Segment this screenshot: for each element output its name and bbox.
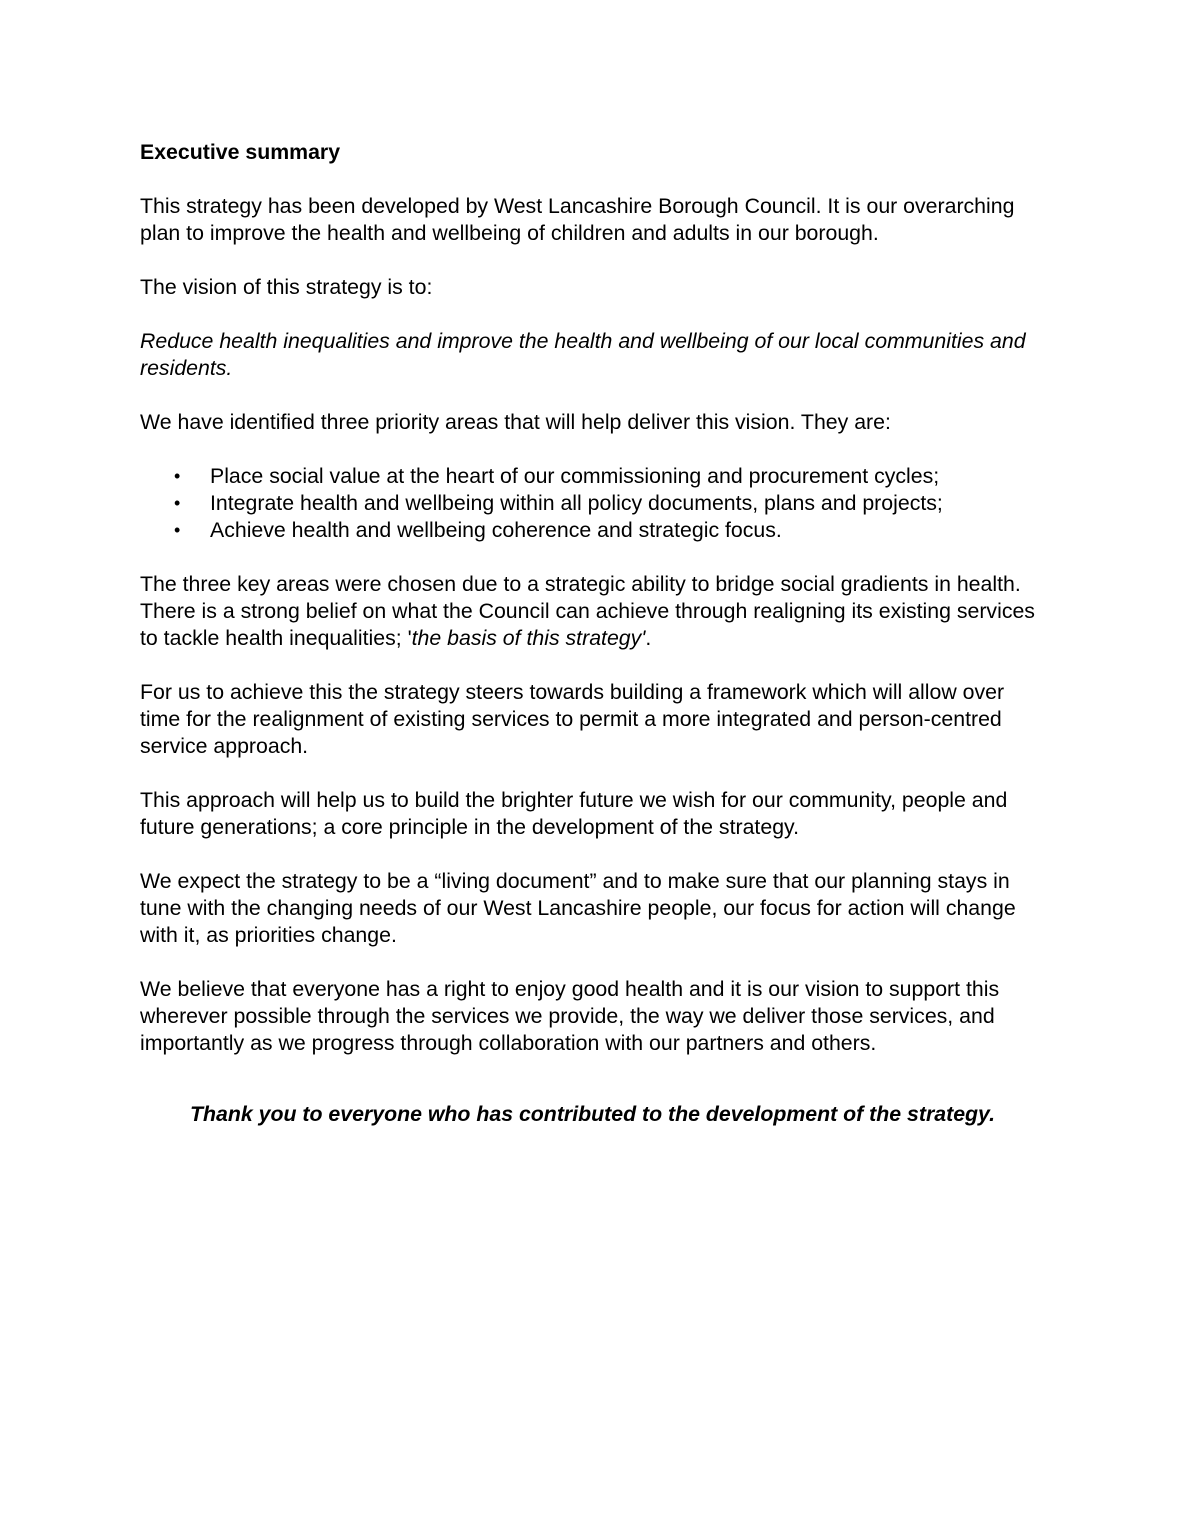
vision-statement: Reduce health inequalities and improve the health and wellbeing of our local communities and residents.: [140, 329, 1026, 380]
page-heading: Executive summary: [140, 140, 341, 164]
priority-text: Achieve health and wellbeing coherence and strategic focus.: [210, 518, 782, 542]
priority-text: Place social value at the heart of our commissioning and procurement cycles;: [210, 464, 940, 488]
document-page: [140, 139, 1050, 1155]
intro-paragraph: This strategy has been developed by West Lancashire Borough Council. It is our overarching plan to improve the health and wellbeing of children and adults in our borough.: [140, 194, 1015, 245]
key-areas-italic: the basis of this strategy': [411, 626, 646, 650]
priority-item: [140, 490, 1050, 517]
vision-lead-paragraph: The vision of this strategy is to:: [140, 275, 433, 299]
key-areas-end: .: [645, 626, 652, 650]
key-areas-text: The three key areas were chosen due to a strategic ability to bridge social gradients in health. There is a strong belief on what the Council can achieve through realigning its existing services to tackle health inequalities; ': [140, 572, 1035, 650]
belief-paragraph: We believe that everyone has a right to enjoy good health and it is our vision to support this wherever possible through the services we provide, the way we deliver those services, and importantly as we progress through collaboration with our partners and others.: [140, 977, 1000, 1055]
priority-item: [140, 463, 1050, 490]
key-areas-paragraph: [140, 571, 1050, 652]
thanks-statement: Thank you to everyone who has contributed to the development of the strategy.: [189, 1102, 996, 1126]
living-document-paragraph: We expect the strategy to be a “living document” and to make sure that our planning stays in tune with the changing needs of our West Lancashire people, our focus for action will change with it, as priorities change.: [140, 869, 1016, 947]
bullet-icon: •: [174, 493, 181, 513]
bullet-icon: •: [174, 466, 181, 486]
approach-paragraph: This approach will help us to build the brighter future we wish for our community, people and future generations; a core principle in the development of the strategy.: [140, 788, 1008, 839]
priority-text: Integrate health and wellbeing within all policy documents, plans and projects;: [210, 491, 943, 515]
priority-item: [140, 517, 1050, 544]
priorities-list: [140, 463, 1050, 544]
bullet-icon: •: [174, 520, 181, 540]
priorities-lead-paragraph: We have identified three priority areas that will help deliver this vision. They are:: [140, 410, 891, 434]
framework-paragraph: For us to achieve this the strategy steers towards building a framework which will allow over time for the realignment of existing services to permit a more integrated and person-centred service approach.: [140, 680, 1005, 758]
